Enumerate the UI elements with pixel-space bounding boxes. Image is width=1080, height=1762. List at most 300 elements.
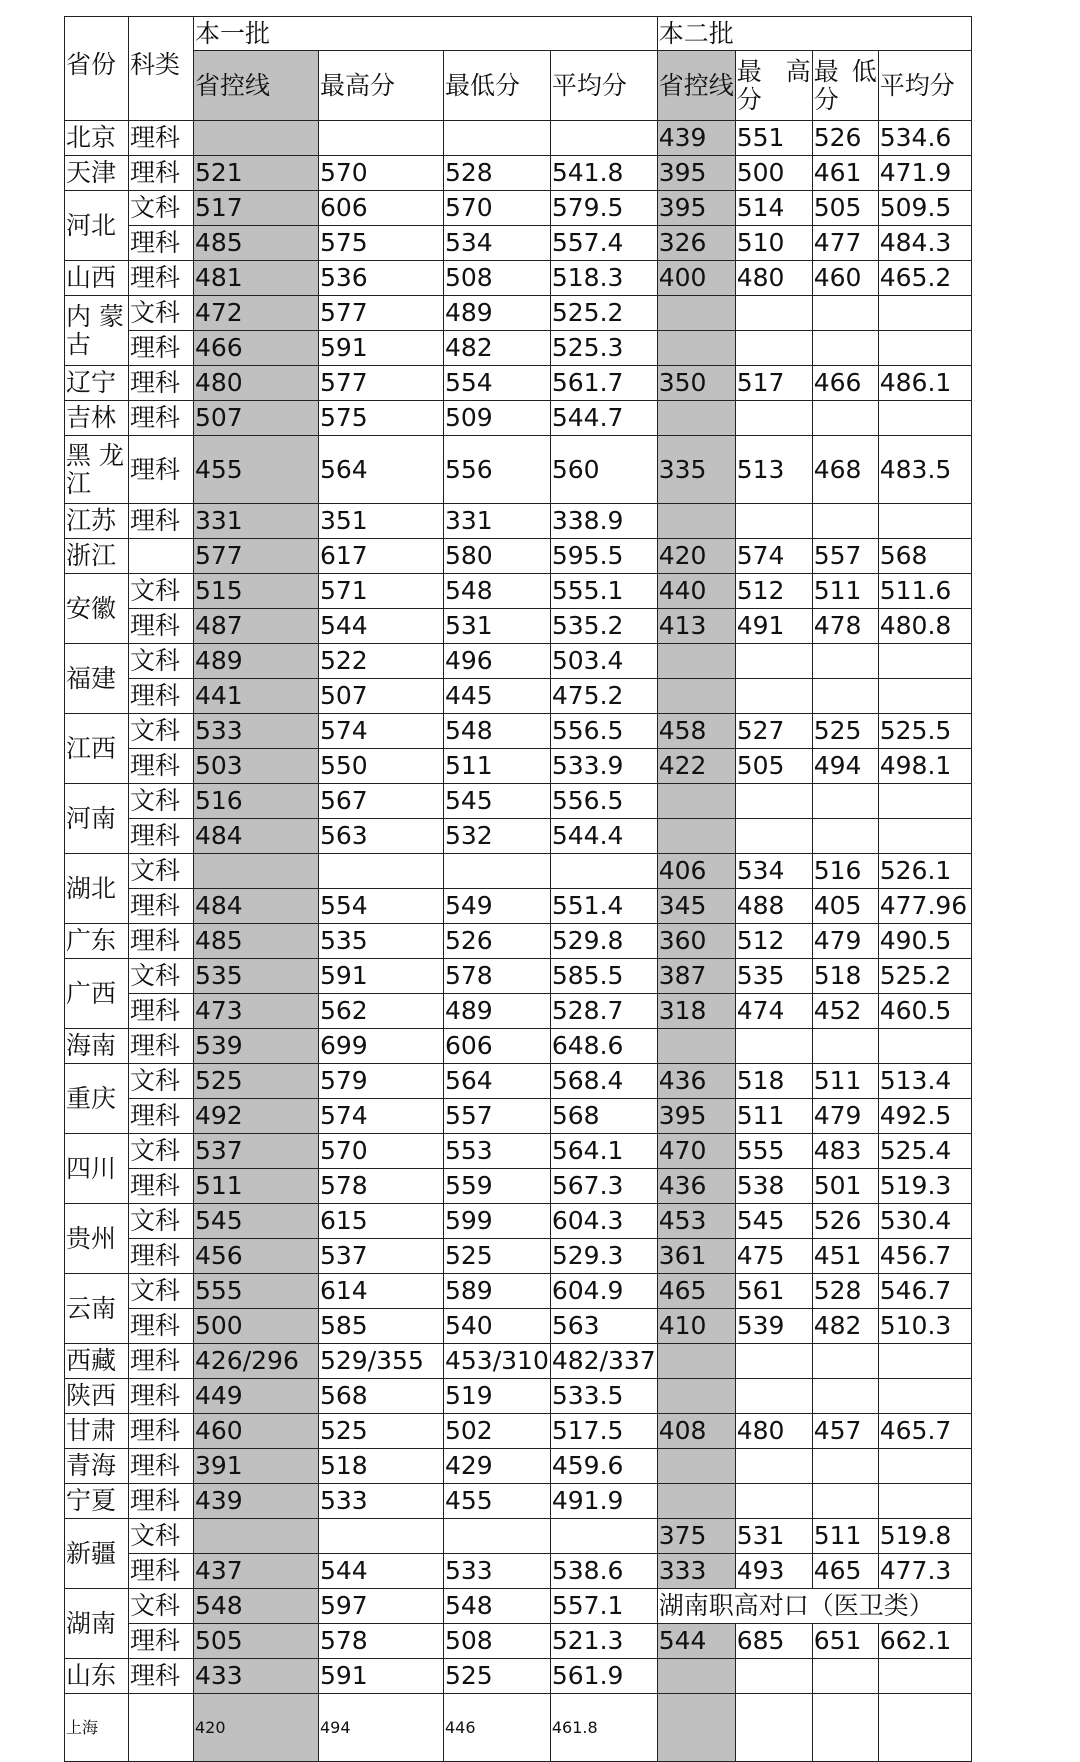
batch1-min-cell: 534	[444, 226, 551, 261]
batch1-avg-cell: 568	[550, 1099, 657, 1134]
province-cell: 内 蒙古	[65, 296, 129, 366]
batch1-control-line-cell	[194, 1519, 319, 1554]
batch2-avg-cell: 465.7	[878, 1414, 971, 1449]
batch1-avg-cell: 557.1	[550, 1589, 657, 1624]
batch1-avg-cell	[550, 1519, 657, 1554]
batch1-max-cell	[319, 121, 444, 156]
batch1-control-line-cell: 466	[194, 331, 319, 366]
table-row	[65, 714, 972, 749]
batch1-min-cell: 531	[444, 609, 551, 644]
batch1-max-cell: 585	[319, 1309, 444, 1344]
batch1-min-cell: 455	[444, 1484, 551, 1519]
batch2-avg-cell: 477.3	[878, 1554, 971, 1589]
category-cell: 理科	[129, 261, 194, 296]
batch1-min-cell: 564	[444, 1064, 551, 1099]
batch2-min-cell	[812, 1344, 878, 1379]
province-cell: 福建	[65, 644, 129, 714]
batch2-max-cell: 512	[735, 924, 812, 959]
batch1-avg-cell: 568.4	[550, 1064, 657, 1099]
batch1-min-cell: 556	[444, 436, 551, 504]
table-row	[65, 1134, 972, 1169]
batch1-min-cell: 489	[444, 296, 551, 331]
batch1-min-cell	[444, 121, 551, 156]
category-cell: 理科	[129, 366, 194, 401]
province-cell: 甘肃	[65, 1414, 129, 1449]
batch2-max-cell: 545	[735, 1204, 812, 1239]
batch2-control-line-cell	[657, 504, 735, 539]
table-row	[65, 1169, 972, 1204]
category-cell: 理科	[129, 749, 194, 784]
batch1-avg-cell: 604.3	[550, 1204, 657, 1239]
category-cell: 文科	[129, 574, 194, 609]
category-cell: 理科	[129, 1169, 194, 1204]
batch1-min-cell: 578	[444, 959, 551, 994]
batch2-control-line-cell: 395	[657, 1099, 735, 1134]
category-cell: 理科	[129, 1624, 194, 1659]
batch2-avg-cell: 519.3	[878, 1169, 971, 1204]
batch2-min-cell: 528	[812, 1274, 878, 1309]
batch2-max-cell: 561	[735, 1274, 812, 1309]
batch2-avg-cell	[878, 1659, 971, 1694]
batch2-avg-cell: 513.4	[878, 1064, 971, 1099]
batch1-control-line-cell: 503	[194, 749, 319, 784]
category-cell: 文科	[129, 1064, 194, 1099]
batch2-control-line-cell: 326	[657, 226, 735, 261]
category-cell: 文科	[129, 191, 194, 226]
header-b2-avg: 平均分	[878, 51, 971, 121]
batch2-control-line-cell: 387	[657, 959, 735, 994]
batch2-max-cell	[735, 644, 812, 679]
batch2-avg-cell	[878, 679, 971, 714]
table-row	[65, 1344, 972, 1379]
batch1-max-cell: 529/355	[319, 1344, 444, 1379]
batch2-min-cell: 511	[812, 1519, 878, 1554]
province-cell: 江苏	[65, 504, 129, 539]
table-row	[65, 1694, 972, 1762]
batch2-max-cell	[735, 1379, 812, 1414]
table-row	[65, 436, 972, 504]
batch1-max-cell: 577	[319, 366, 444, 401]
batch2-min-cell	[812, 1449, 878, 1484]
header-row-1	[65, 17, 972, 51]
province-cell: 山西	[65, 261, 129, 296]
batch1-max-cell: 614	[319, 1274, 444, 1309]
batch1-max-cell: 525	[319, 1414, 444, 1449]
batch1-max-cell: 351	[319, 504, 444, 539]
batch2-avg-cell	[878, 1344, 971, 1379]
header-b2-min: 最 低 分	[812, 51, 878, 121]
batch1-min-cell: 545	[444, 784, 551, 819]
category-cell: 文科	[129, 784, 194, 819]
batch1-max-cell: 494	[319, 1694, 444, 1762]
batch1-avg-cell: 461.8	[550, 1694, 657, 1762]
batch2-min-cell: 466	[812, 366, 878, 401]
batch1-control-line-cell: 517	[194, 191, 319, 226]
batch1-max-cell: 575	[319, 401, 444, 436]
batch1-max-cell: 535	[319, 924, 444, 959]
batch1-max-cell: 699	[319, 1029, 444, 1064]
batch1-control-line-cell: 511	[194, 1169, 319, 1204]
batch2-max-cell: 555	[735, 1134, 812, 1169]
batch2-avg-cell: 519.8	[878, 1519, 971, 1554]
table-row	[65, 574, 972, 609]
batch1-max-cell: 574	[319, 1099, 444, 1134]
batch1-avg-cell: 560	[550, 436, 657, 504]
batch2-control-line-cell: 440	[657, 574, 735, 609]
batch1-avg-cell: 525.2	[550, 296, 657, 331]
province-cell: 江西	[65, 714, 129, 784]
table-row	[65, 1099, 972, 1134]
batch2-max-cell: 551	[735, 121, 812, 156]
table-row	[65, 1064, 972, 1099]
table-row	[65, 1309, 972, 1344]
batch2-control-line-cell	[657, 1379, 735, 1414]
batch1-min-cell: 580	[444, 539, 551, 574]
batch1-avg-cell: 595.5	[550, 539, 657, 574]
table-row	[65, 1484, 972, 1519]
batch2-max-cell	[735, 679, 812, 714]
province-cell: 云南	[65, 1274, 129, 1344]
batch1-min-cell: 570	[444, 191, 551, 226]
batch1-control-line-cell: 516	[194, 784, 319, 819]
table-row	[65, 1659, 972, 1694]
batch1-min-cell: 599	[444, 1204, 551, 1239]
header-b1-control-line: 省控线	[194, 51, 319, 121]
batch1-control-line-cell: 441	[194, 679, 319, 714]
batch1-min-cell: 508	[444, 1624, 551, 1659]
batch2-control-line-cell: 408	[657, 1414, 735, 1449]
batch1-avg-cell: 529.3	[550, 1239, 657, 1274]
table-row	[65, 1204, 972, 1239]
batch1-max-cell: 568	[319, 1379, 444, 1414]
batch2-max-cell: 474	[735, 994, 812, 1029]
province-cell: 陕西	[65, 1379, 129, 1414]
batch1-control-line-cell: 391	[194, 1449, 319, 1484]
category-cell: 文科	[129, 1274, 194, 1309]
category-cell: 理科	[129, 1554, 194, 1589]
batch1-min-cell: 548	[444, 1589, 551, 1624]
batch1-min-cell: 429	[444, 1449, 551, 1484]
batch2-max-cell	[735, 1344, 812, 1379]
batch1-min-cell: 557	[444, 1099, 551, 1134]
batch2-avg-cell	[878, 331, 971, 366]
category-cell: 理科	[129, 1379, 194, 1414]
batch2-control-line-cell: 410	[657, 1309, 735, 1344]
batch1-avg-cell: 491.9	[550, 1484, 657, 1519]
batch2-avg-cell: 568	[878, 539, 971, 574]
table-row	[65, 854, 972, 889]
batch2-avg-cell: 471.9	[878, 156, 971, 191]
header-b2-max: 最 高 分	[735, 51, 812, 121]
category-cell: 理科	[129, 1239, 194, 1274]
category-cell: 理科	[129, 121, 194, 156]
category-cell: 理科	[129, 1484, 194, 1519]
batch1-max-cell: 578	[319, 1169, 444, 1204]
batch2-min-cell	[812, 401, 878, 436]
batch2-control-line-cell: 458	[657, 714, 735, 749]
table-row	[65, 1274, 972, 1309]
batch1-avg-cell: 533.9	[550, 749, 657, 784]
batch2-min-cell	[812, 1694, 878, 1762]
batch1-control-line-cell: 449	[194, 1379, 319, 1414]
province-cell: 重庆	[65, 1064, 129, 1134]
batch2-max-cell: 513	[735, 436, 812, 504]
batch1-max-cell: 562	[319, 994, 444, 1029]
batch2-avg-cell: 486.1	[878, 366, 971, 401]
batch1-avg-cell: 533.5	[550, 1379, 657, 1414]
table-row	[65, 1624, 972, 1659]
batch2-avg-cell: 456.7	[878, 1239, 971, 1274]
batch2-min-cell	[812, 1659, 878, 1694]
batch2-control-line-cell: 360	[657, 924, 735, 959]
batch2-min-cell	[812, 819, 878, 854]
category-cell: 文科	[129, 1204, 194, 1239]
batch1-avg-cell: 517.5	[550, 1414, 657, 1449]
batch2-min-cell: 516	[812, 854, 878, 889]
batch1-control-line-cell: 426/296	[194, 1344, 319, 1379]
category-cell: 理科	[129, 156, 194, 191]
batch2-max-cell: 493	[735, 1554, 812, 1589]
table-row	[65, 191, 972, 226]
province-cell: 湖北	[65, 854, 129, 924]
batch2-avg-cell: 465.2	[878, 261, 971, 296]
batch2-avg-cell: 525.5	[878, 714, 971, 749]
province-cell: 湖南	[65, 1589, 129, 1659]
batch1-avg-cell	[550, 854, 657, 889]
batch2-min-cell: 479	[812, 924, 878, 959]
category-cell: 文科	[129, 959, 194, 994]
batch1-control-line-cell: 439	[194, 1484, 319, 1519]
batch1-control-line-cell: 500	[194, 1309, 319, 1344]
batch2-min-cell: 477	[812, 226, 878, 261]
province-cell: 上海	[65, 1694, 129, 1762]
batch2-control-line-cell	[657, 644, 735, 679]
batch1-max-cell: 563	[319, 819, 444, 854]
province-cell: 黑 龙江	[65, 436, 129, 504]
batch2-min-cell: 494	[812, 749, 878, 784]
batch1-max-cell	[319, 1519, 444, 1554]
batch2-avg-cell: 546.7	[878, 1274, 971, 1309]
batch2-note-cell: 湖南职高对口（医卫类）	[657, 1589, 971, 1624]
province-cell: 新疆	[65, 1519, 129, 1589]
batch1-avg-cell: 338.9	[550, 504, 657, 539]
batch2-control-line-cell: 465	[657, 1274, 735, 1309]
batch2-max-cell: 480	[735, 261, 812, 296]
batch2-max-cell	[735, 504, 812, 539]
batch2-max-cell: 505	[735, 749, 812, 784]
batch2-min-cell: 451	[812, 1239, 878, 1274]
batch2-max-cell	[735, 784, 812, 819]
batch2-min-cell	[812, 331, 878, 366]
table-row	[65, 504, 972, 539]
batch1-control-line-cell: 548	[194, 1589, 319, 1624]
batch1-min-cell: 482	[444, 331, 551, 366]
batch1-control-line-cell: 537	[194, 1134, 319, 1169]
batch2-max-cell	[735, 1694, 812, 1762]
batch1-avg-cell: 556.5	[550, 784, 657, 819]
batch2-control-line-cell	[657, 679, 735, 714]
category-cell: 理科	[129, 609, 194, 644]
category-cell: 理科	[129, 331, 194, 366]
batch1-avg-cell: 544.4	[550, 819, 657, 854]
batch1-max-cell: 554	[319, 889, 444, 924]
table-row	[65, 156, 972, 191]
batch1-control-line-cell: 487	[194, 609, 319, 644]
batch2-min-cell: 478	[812, 609, 878, 644]
batch2-avg-cell: 484.3	[878, 226, 971, 261]
batch2-avg-cell: 525.2	[878, 959, 971, 994]
table-row	[65, 784, 972, 819]
batch1-max-cell: 578	[319, 1624, 444, 1659]
batch2-max-cell: 475	[735, 1239, 812, 1274]
category-cell: 文科	[129, 1589, 194, 1624]
batch2-min-cell: 405	[812, 889, 878, 924]
batch1-min-cell: 533	[444, 1554, 551, 1589]
batch1-control-line-cell: 521	[194, 156, 319, 191]
batch1-control-line-cell: 492	[194, 1099, 319, 1134]
batch1-avg-cell: 518.3	[550, 261, 657, 296]
table-row	[65, 819, 972, 854]
batch1-min-cell: 489	[444, 994, 551, 1029]
batch1-avg-cell: 579.5	[550, 191, 657, 226]
batch2-min-cell: 460	[812, 261, 878, 296]
batch1-control-line-cell: 480	[194, 366, 319, 401]
category-cell: 文科	[129, 296, 194, 331]
category-cell: 理科	[129, 1659, 194, 1694]
table-row	[65, 609, 972, 644]
batch1-avg-cell: 585.5	[550, 959, 657, 994]
batch1-min-cell: 331	[444, 504, 551, 539]
batch2-control-line-cell	[657, 401, 735, 436]
batch1-avg-cell: 541.8	[550, 156, 657, 191]
batch2-min-cell: 479	[812, 1099, 878, 1134]
batch1-max-cell: 597	[319, 1589, 444, 1624]
batch2-avg-cell	[878, 1484, 971, 1519]
batch1-max-cell: 544	[319, 609, 444, 644]
batch2-avg-cell: 483.5	[878, 436, 971, 504]
batch1-min-cell: 548	[444, 714, 551, 749]
batch2-max-cell	[735, 296, 812, 331]
batch2-max-cell: 685	[735, 1624, 812, 1659]
batch2-min-cell: 526	[812, 121, 878, 156]
batch2-avg-cell: 490.5	[878, 924, 971, 959]
batch1-max-cell: 567	[319, 784, 444, 819]
table-row	[65, 889, 972, 924]
batch2-min-cell: 505	[812, 191, 878, 226]
category-cell: 理科	[129, 1344, 194, 1379]
batch1-min-cell: 526	[444, 924, 551, 959]
batch2-avg-cell	[878, 1379, 971, 1414]
batch1-avg-cell: 604.9	[550, 1274, 657, 1309]
batch2-avg-cell: 662.1	[878, 1624, 971, 1659]
batch2-control-line-cell: 406	[657, 854, 735, 889]
batch1-max-cell: 615	[319, 1204, 444, 1239]
batch2-max-cell: 531	[735, 1519, 812, 1554]
table-row	[65, 401, 972, 436]
batch2-control-line-cell	[657, 784, 735, 819]
batch1-max-cell: 550	[319, 749, 444, 784]
category-cell: 文科	[129, 1519, 194, 1554]
header-b1-avg: 平均分	[550, 51, 657, 121]
batch1-min-cell: 549	[444, 889, 551, 924]
batch2-avg-cell: 526.1	[878, 854, 971, 889]
batch2-max-cell: 500	[735, 156, 812, 191]
province-cell: 浙江	[65, 539, 129, 574]
batch1-min-cell: 453/310	[444, 1344, 551, 1379]
batch2-max-cell	[735, 1484, 812, 1519]
batch2-control-line-cell: 361	[657, 1239, 735, 1274]
category-cell: 理科	[129, 679, 194, 714]
batch2-avg-cell: 492.5	[878, 1099, 971, 1134]
batch2-max-cell: 534	[735, 854, 812, 889]
batch2-max-cell	[735, 819, 812, 854]
batch1-avg-cell: 564.1	[550, 1134, 657, 1169]
batch1-control-line-cell: 455	[194, 436, 319, 504]
batch2-avg-cell	[878, 1694, 971, 1762]
batch2-max-cell: 488	[735, 889, 812, 924]
category-cell: 理科	[129, 924, 194, 959]
batch1-min-cell: 519	[444, 1379, 551, 1414]
batch1-control-line-cell: 331	[194, 504, 319, 539]
batch1-control-line-cell: 484	[194, 889, 319, 924]
batch2-min-cell: 468	[812, 436, 878, 504]
batch1-min-cell	[444, 854, 551, 889]
batch1-control-line-cell: 473	[194, 994, 319, 1029]
batch1-avg-cell: 555.1	[550, 574, 657, 609]
category-cell: 理科	[129, 819, 194, 854]
batch2-avg-cell: 534.6	[878, 121, 971, 156]
batch2-avg-cell	[878, 504, 971, 539]
batch2-min-cell: 501	[812, 1169, 878, 1204]
batch1-avg-cell: 535.2	[550, 609, 657, 644]
batch1-min-cell: 446	[444, 1694, 551, 1762]
batch2-avg-cell: 511.6	[878, 574, 971, 609]
batch2-max-cell: 527	[735, 714, 812, 749]
batch1-max-cell: 564	[319, 436, 444, 504]
table-row	[65, 679, 972, 714]
batch2-min-cell: 457	[812, 1414, 878, 1449]
batch1-max-cell: 577	[319, 296, 444, 331]
category-cell: 文科	[129, 854, 194, 889]
batch2-min-cell: 483	[812, 1134, 878, 1169]
province-cell: 广西	[65, 959, 129, 1029]
batch1-control-line-cell: 507	[194, 401, 319, 436]
batch1-avg-cell: 557.4	[550, 226, 657, 261]
batch2-min-cell	[812, 1029, 878, 1064]
category-cell: 理科	[129, 1309, 194, 1344]
batch1-control-line-cell	[194, 854, 319, 889]
batch2-max-cell	[735, 401, 812, 436]
batch2-control-line-cell	[657, 331, 735, 366]
province-cell: 广东	[65, 924, 129, 959]
batch2-avg-cell: 530.4	[878, 1204, 971, 1239]
batch1-max-cell: 518	[319, 1449, 444, 1484]
batch2-control-line-cell	[657, 1449, 735, 1484]
batch2-min-cell: 525	[812, 714, 878, 749]
batch2-min-cell: 461	[812, 156, 878, 191]
batch1-max-cell: 571	[319, 574, 444, 609]
batch1-min-cell: 589	[444, 1274, 551, 1309]
batch1-max-cell: 591	[319, 331, 444, 366]
table-row	[65, 1449, 972, 1484]
batch2-max-cell	[735, 1659, 812, 1694]
batch2-min-cell	[812, 1484, 878, 1519]
batch1-control-line-cell: 555	[194, 1274, 319, 1309]
batch2-max-cell: 518	[735, 1064, 812, 1099]
batch2-control-line-cell: 439	[657, 121, 735, 156]
batch1-avg-cell: 561.9	[550, 1659, 657, 1694]
batch1-avg-cell: 459.6	[550, 1449, 657, 1484]
